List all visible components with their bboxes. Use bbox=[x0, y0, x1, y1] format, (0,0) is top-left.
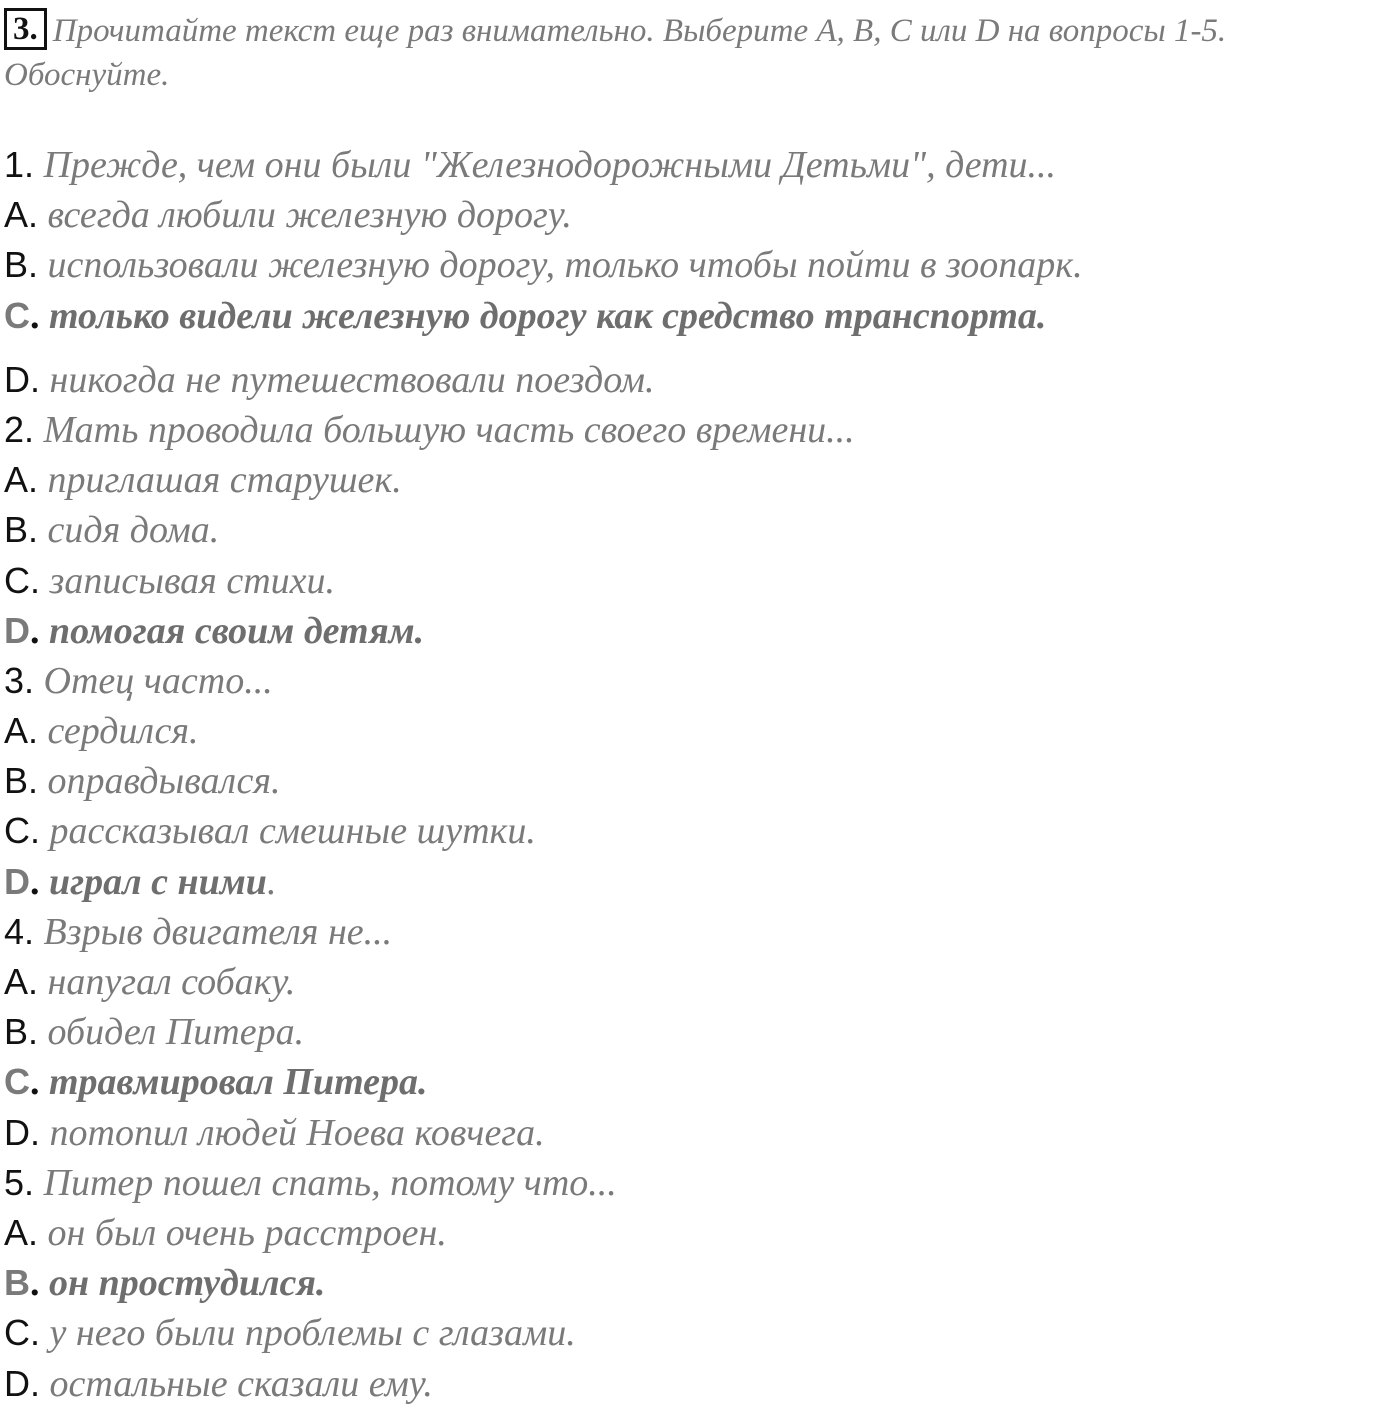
option-letter: C bbox=[4, 1312, 30, 1354]
option-4c-correct: C. травмировал Питера. bbox=[4, 1061, 428, 1104]
question-3: 3. Отец часто... bbox=[4, 659, 273, 702]
option-text: обидел Питера. bbox=[47, 1011, 305, 1054]
question-text: Взрыв двигателя не... bbox=[43, 910, 393, 953]
option-text: травмировал Питера. bbox=[49, 1061, 428, 1104]
option-text: играл с ними bbox=[49, 860, 267, 903]
option-letter: B bbox=[4, 1011, 29, 1053]
question-text: Прежде, чем они были "Железнодорожными Детьми", дети... bbox=[43, 144, 1057, 186]
option-text: оправдывался. bbox=[47, 760, 281, 803]
option-letter: C bbox=[4, 810, 30, 852]
option-text: помогая своим детям. bbox=[49, 609, 425, 652]
option-letter: B bbox=[4, 509, 29, 551]
option-letter: D bbox=[4, 860, 30, 902]
option-letter: A bbox=[4, 194, 29, 236]
option-text: остальные сказали ему. bbox=[49, 1362, 433, 1405]
option-text: сердился. bbox=[47, 710, 199, 753]
option-3c: C. рассказывал смешные шутки. bbox=[4, 810, 536, 853]
option-2c: C. записывая стихи. bbox=[4, 559, 336, 602]
question-5: 5. Питер пошел спать, потому что... bbox=[4, 1161, 617, 1204]
option-letter: C bbox=[4, 1061, 30, 1103]
option-2d-correct: D. помогая своим детям. bbox=[4, 609, 425, 652]
option-5c: C. у него были проблемы с глазами. bbox=[4, 1312, 576, 1355]
question-1: 1. Прежде, чем они были "Железнодорожными Детьми", дети... bbox=[4, 144, 1057, 186]
option-3d-correct: D. играл с ними. bbox=[4, 860, 277, 903]
option-letter: C bbox=[4, 294, 30, 336]
task-number-box: 3. bbox=[4, 8, 47, 50]
option-text: сидя дома. bbox=[47, 509, 220, 552]
option-letter: D bbox=[4, 358, 30, 400]
option-text: у него были проблемы с глазами. bbox=[49, 1312, 576, 1355]
option-text: приглашая старушек. bbox=[47, 459, 402, 502]
option-4b: B. обидел Питера. bbox=[4, 1011, 305, 1054]
option-text: напугал собаку. bbox=[47, 961, 296, 1003]
question-text: Питер пошел спать, потому что... bbox=[43, 1161, 617, 1204]
question-number: 3 bbox=[4, 659, 25, 701]
option-5b-correct: B. он простудился. bbox=[4, 1262, 326, 1305]
option-letter: B bbox=[4, 244, 29, 286]
option-letter: D bbox=[4, 1362, 30, 1404]
option-text: использовали железную дорогу, только чтобы пойти в зоопарк. bbox=[47, 244, 1083, 287]
option-letter: A bbox=[4, 961, 29, 1002]
option-1b: B. использовали железную дорогу, только чтобы пойти в зоопарк. bbox=[4, 244, 1083, 287]
option-4d: D. потопил людей Ноева ковчега. bbox=[4, 1111, 545, 1154]
option-5a: A. он был очень расстроен. bbox=[4, 1211, 447, 1254]
option-letter: C bbox=[4, 559, 30, 601]
option-letter: B bbox=[4, 760, 29, 802]
question-number: 5 bbox=[4, 1161, 25, 1203]
option-text: записывая стихи. bbox=[49, 559, 336, 602]
question-4: 4. Взрыв двигателя не... bbox=[4, 910, 393, 953]
questions-list bbox=[4, 140, 1396, 1409]
option-letter: D bbox=[4, 1111, 30, 1153]
option-text: никогда не путешествовали поездом. bbox=[49, 358, 655, 401]
option-text: всегда любили железную дорогу. bbox=[47, 194, 572, 237]
question-number: 4 bbox=[4, 910, 25, 952]
option-text: рассказывал смешные шутки. bbox=[49, 810, 536, 853]
option-letter: A bbox=[4, 459, 29, 501]
option-tail: . bbox=[266, 860, 277, 903]
option-3a: A. сердился. bbox=[4, 710, 199, 753]
option-1d: D. никогда не путешествовали поездом. bbox=[4, 358, 655, 401]
option-2b: B. сидя дома. bbox=[4, 509, 220, 552]
option-1c-correct: C. только видели железную дорогу как средство транспорта. bbox=[4, 294, 1047, 337]
option-letter: B bbox=[4, 1262, 30, 1304]
option-letter: A bbox=[4, 1211, 29, 1253]
option-4a: A. напугал собаку. bbox=[4, 961, 296, 1003]
option-letter: D bbox=[4, 609, 30, 651]
task-instruction: Прочитайте текст еще раз внимательно. Выберите A, B, C или D на вопросы 1-5. Обоснуйте. bbox=[4, 13, 1227, 93]
question-text: Мать проводила большую часть своего времени... bbox=[43, 408, 855, 451]
option-1a: A. всегда любили железную дорогу. bbox=[4, 194, 572, 237]
option-text: потопил людей Ноева ковчега. bbox=[49, 1111, 545, 1154]
option-2a: A. приглашая старушек. bbox=[4, 459, 402, 502]
option-5d: D. остальные сказали ему. bbox=[4, 1362, 433, 1405]
question-text: Отец часто... bbox=[43, 659, 273, 702]
question-number: 1 bbox=[4, 144, 25, 185]
task-header bbox=[4, 8, 1396, 97]
option-text: только видели железную дорогу как средство транспорта. bbox=[49, 294, 1047, 337]
option-text: он был очень расстроен. bbox=[47, 1211, 447, 1254]
option-3b: B. оправдывался. bbox=[4, 760, 281, 803]
option-text: он простудился. bbox=[49, 1262, 326, 1305]
question-2: 2. Мать проводила большую часть своего времени... bbox=[4, 408, 855, 451]
option-letter: A bbox=[4, 710, 29, 752]
question-number: 2 bbox=[4, 408, 25, 450]
